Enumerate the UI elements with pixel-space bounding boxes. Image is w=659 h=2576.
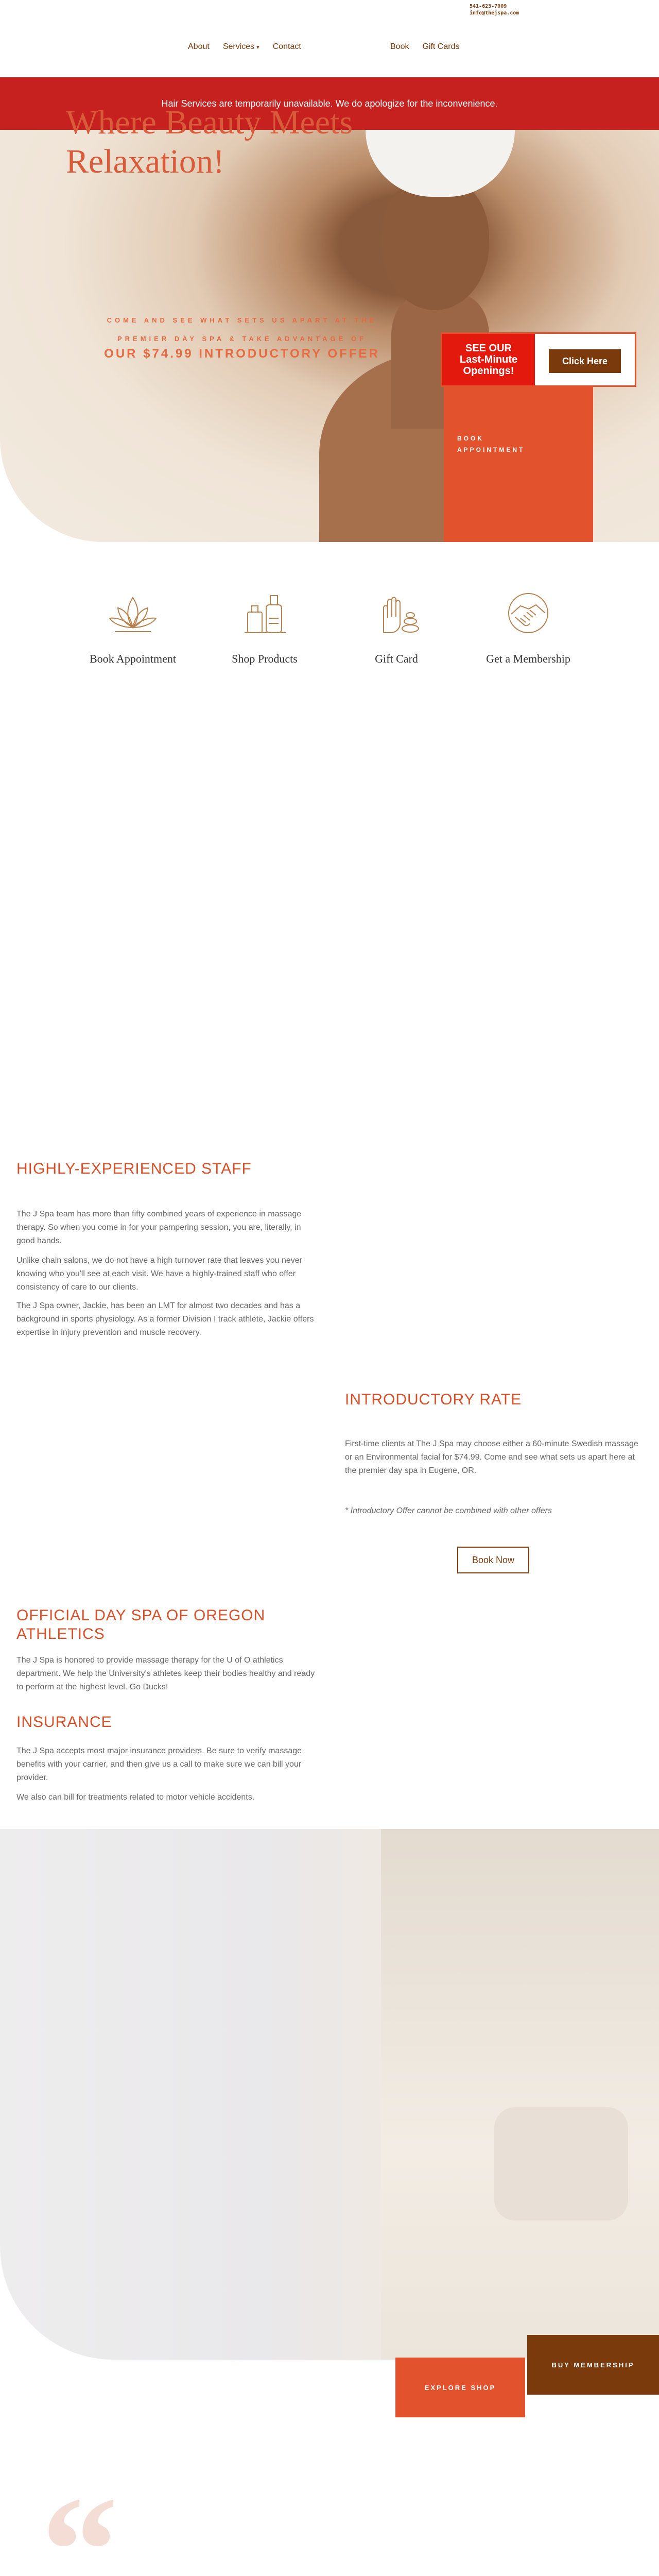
hero-title-line2: Relaxation! <box>66 143 224 180</box>
staff-paragraph-1: The J Spa team has more than fifty combined years of experience in massage therapy. So when you come in for your pampering session, you are, literally, in good hands. <box>16 1210 302 1245</box>
lastmin-line3: Openings! <box>463 365 514 377</box>
official-heading-line1: OFFICIAL DAY SPA OF OREGON <box>16 1607 266 1624</box>
official-paragraph: The J Spa is honored to provide massage therapy for the U of O athletics department. We help the University's athletes keep their bodies healthy and ready to perform at the highest level. Go Ducks! <box>16 1656 315 1691</box>
site-header <box>0 0 659 77</box>
spa-chair <box>494 2107 628 2221</box>
official-heading-line2: ATHLETICS <box>16 1625 105 1642</box>
quote-icon: “ <box>41 2465 118 2576</box>
primary-nav <box>188 42 301 52</box>
secondary-nav <box>390 42 459 52</box>
chevron-down-icon: ▾ <box>256 44 259 50</box>
buy-membership-button[interactable]: BUY MEMBERSHIP <box>527 2335 659 2395</box>
insurance-paragraph-1: The J Spa accepts most major insurance providers. Be sure to verify massage benefits with your carrier, and then give us a call to make sure we can bill your provider. <box>16 1747 302 1782</box>
header-phone[interactable]: 541-623-7009 <box>470 4 507 9</box>
nav-contact[interactable]: Contact <box>272 42 301 51</box>
book-now-button[interactable]: Book Now <box>457 1547 529 1573</box>
last-minute-text <box>442 334 535 385</box>
intro-paragraph-1: First-time clients at The J Spa may choose either a 60-minute Swedish massage or an Environmental facial for $74.99. Come and see what sets us apart here at the premier day spa in Eugene, OR. <box>345 1439 638 1475</box>
nav-gift-cards[interactable]: Gift Cards <box>422 42 460 51</box>
last-minute-popup <box>441 332 636 387</box>
handshake-icon <box>500 587 557 639</box>
service-shop-products[interactable] <box>208 587 321 666</box>
intro-heading: INTRODUCTORY RATE <box>345 1391 522 1408</box>
explore-shop-button[interactable]: EXPLORE SHOP <box>395 2358 525 2417</box>
hero-subtitle-line2: PREMIER DAY SPA & TAKE ADVANTAGE OF <box>117 335 367 343</box>
service-gift-card[interactable] <box>340 587 453 666</box>
official-heading <box>16 1606 265 1643</box>
nav-services-label: Services <box>222 42 255 51</box>
hand-stones-icon <box>368 587 425 639</box>
nav-services[interactable] <box>223 42 259 52</box>
book-appointment-label[interactable] <box>457 433 525 455</box>
intro-disclaimer: * Introductory Offer cannot be combined with other offers <box>345 1506 552 1515</box>
service-book-appointment[interactable] <box>76 587 189 666</box>
service-get-membership[interactable] <box>472 587 585 666</box>
staff-paragraph-3: The J Spa owner, Jackie, has been an LMT for almost two decades and has a background in sports physiology. As a former Division I track athlete, Jackie offers expertise in injury prevention and muscle recovery. <box>16 1301 314 1337</box>
insurance-heading: INSURANCE <box>16 1714 112 1731</box>
hero-subtitle-line1: COME AND SEE WHAT SETS US APART AT THE <box>107 316 377 324</box>
spa-interior-image <box>0 1829 659 2360</box>
service-label: Shop Products <box>232 652 298 665</box>
nav-about[interactable]: About <box>188 42 210 51</box>
nav-book[interactable]: Book <box>390 42 409 51</box>
notice-banner: Hair Services are temporarily unavailable. We do apologize for the inconvenience. <box>0 77 659 130</box>
hero-subtitle <box>77 311 407 348</box>
lotus-icon <box>105 587 161 639</box>
header-contact <box>470 3 519 16</box>
staff-paragraph-2: Unlike chain salons, we do not have a high turnover rate that leaves you never knowing who you'll see at each visit. We have a highly-trained staff who offer consistency of care to our clients. <box>16 1256 302 1292</box>
service-label: Book Appointment <box>89 652 177 665</box>
header-email[interactable]: info@thejspa.com <box>470 10 519 16</box>
book-label-line1: BOOK <box>457 435 484 442</box>
hero-title <box>66 103 426 181</box>
book-label-line2: APPOINTMENT <box>457 446 525 453</box>
hero-offer: OUR $74.99 INTRODUCTORY OFFER <box>104 347 380 361</box>
spa-window-pane <box>381 1829 659 2360</box>
bottles-icon <box>236 587 293 639</box>
insurance-paragraph-2: We also can bill for treatments related to motor vehicle accidents. <box>16 1793 255 1802</box>
lastmin-line1: SEE OUR <box>465 343 512 354</box>
lastmin-line2: Last-Minute <box>459 354 518 365</box>
last-minute-click-here-button[interactable]: Click Here <box>549 349 621 373</box>
staff-heading: HIGHLY-EXPERIENCED STAFF <box>16 1160 252 1177</box>
service-label: Get a Membership <box>486 652 570 665</box>
hero-title-line1: Where Beauty Meets <box>66 104 353 141</box>
service-label: Gift Card <box>375 652 418 665</box>
